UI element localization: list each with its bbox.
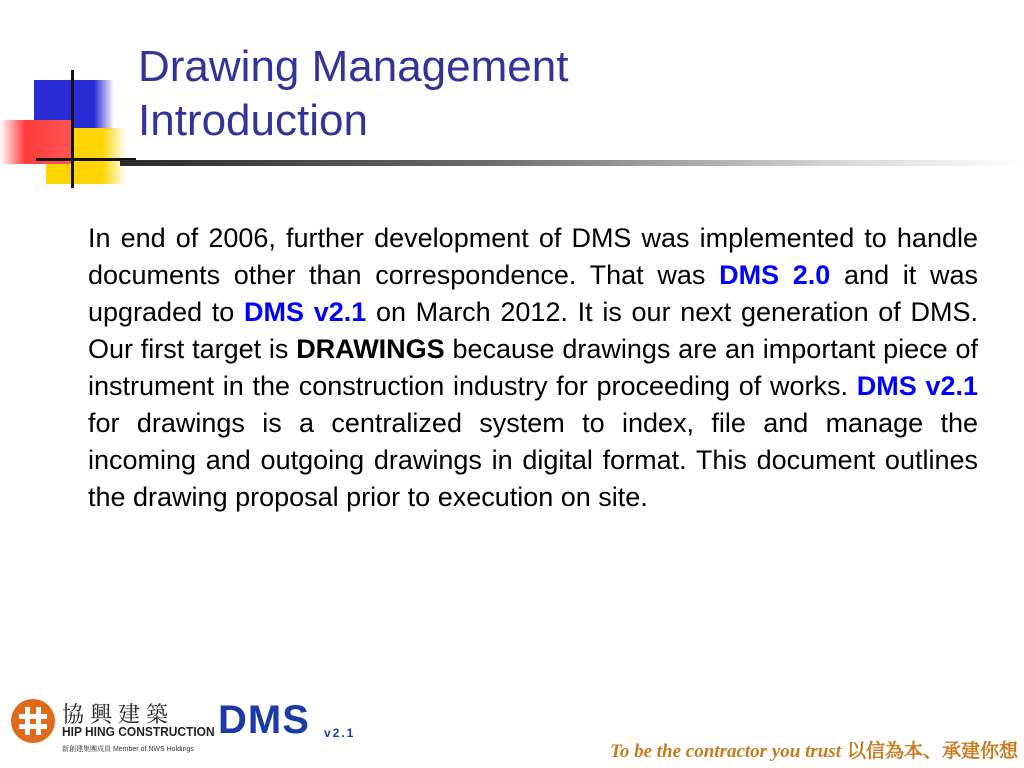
title-divider (120, 160, 1024, 166)
company-tagline (610, 736, 1018, 763)
body-text-2: and it was upgraded to (88, 260, 979, 327)
company-logo-icon (10, 698, 56, 744)
page-title (138, 40, 568, 148)
highlight-dms-2-0: DMS 2.0 (719, 260, 831, 290)
company-subtitle: 新創建集團成員 Member of NWS Holdings (62, 746, 194, 753)
deco-vertical-line (71, 70, 74, 188)
dms-logo-text: DMS (218, 698, 310, 742)
deco-red-square (0, 120, 72, 164)
footer (0, 690, 1024, 768)
highlight-dms-v2-1-second: DMS v2.1 (856, 371, 978, 401)
company-name-english: HIP HING CONSTRUCTION (62, 724, 215, 739)
body-text-1: In end of 2006, further development of DMS was implemented to handle documents other than correspondence. That was (88, 223, 978, 290)
highlight-dms-v2-1: DMS v2.1 (244, 297, 367, 327)
body-text-3: on March 2012. It is our next generation of DMS. Our first target is (88, 297, 978, 364)
tagline-chinese: 以信為本、承建你想 (846, 740, 1018, 762)
body-text-5: for drawings is a centralized system to index, file and manage the incoming and outgoing drawings in digital format. This document outlines the drawing proposal prior to execution on site. (88, 408, 978, 512)
body-paragraph (88, 220, 978, 516)
tagline-english: To be the contractor you trust (609, 741, 841, 762)
dms-version-text: v2.1 (324, 726, 356, 740)
corner-decoration (0, 0, 140, 200)
title-line-1: Drawing Management (138, 42, 569, 91)
title-line-2: Introduction (138, 96, 368, 145)
company-name-chinese: 協興建築 (62, 703, 175, 728)
body-text-4: because drawings are an important piece of instrument in the construction industry for proceeding of works. (88, 334, 978, 401)
highlight-drawings: DRAWINGS (296, 334, 445, 364)
